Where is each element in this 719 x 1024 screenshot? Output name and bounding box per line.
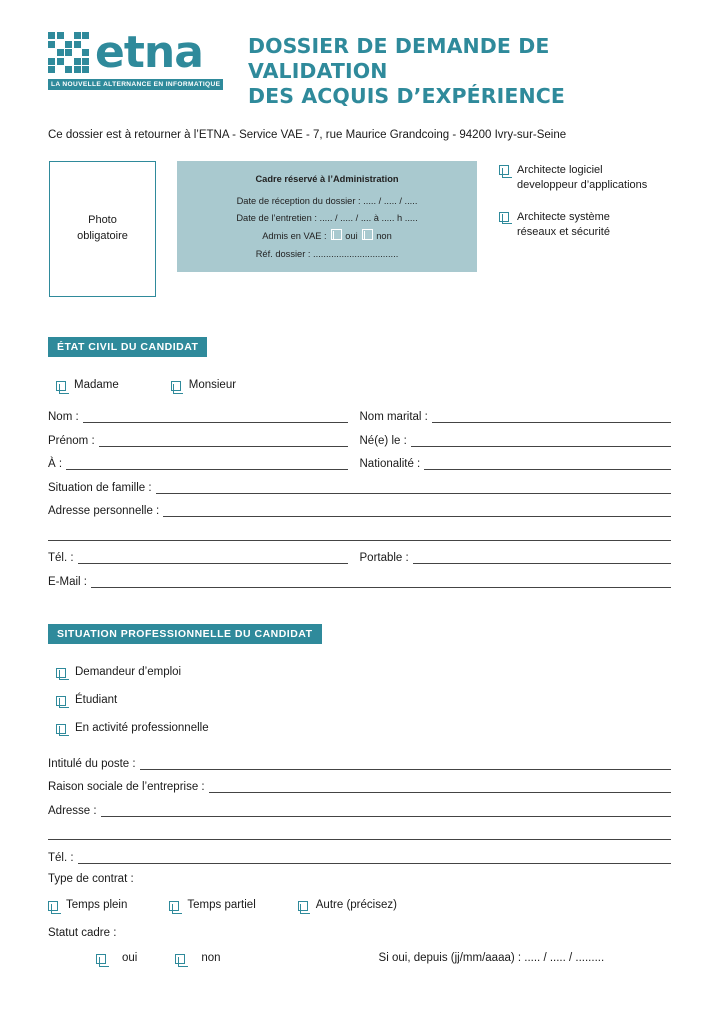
checkbox-autre-contrat[interactable] (298, 901, 308, 911)
logo-tagline: LA NOUVELLE ALTERNANCE EN INFORMATIQUE (48, 79, 223, 90)
label-activite-professionnelle: En activité professionnelle (75, 721, 209, 734)
checkbox-admis-non[interactable] (362, 229, 373, 240)
section-etat-civil (48, 337, 671, 588)
row-situation-famille (48, 480, 671, 494)
checkbox-architecte-systeme[interactable] (499, 212, 509, 222)
photo-label-line2: obligatoire (77, 230, 128, 242)
row-prenom (48, 433, 671, 447)
contract-type-row (48, 899, 671, 911)
document-title-line-1: DOSSIER DE DEMANDE DE VALIDATION (248, 34, 550, 83)
label-adresse-personnelle: Adresse personnelle : (48, 505, 160, 517)
admin-admitted-oui-label: oui (345, 230, 358, 241)
label-nom: Nom : (48, 411, 79, 423)
logo-wordmark: etna (95, 26, 203, 78)
photo-placeholder-box (49, 161, 156, 297)
row-email (48, 574, 671, 588)
admin-ref-dossier: Réf. dossier : ................................. (255, 248, 399, 259)
label-etudiant: Étudiant (75, 693, 118, 706)
section-heading-situation-pro: SITUATION PROFESSIONNELLE DU CANDIDAT (48, 624, 322, 644)
option-systeme-line1: Architecte système (517, 210, 610, 223)
checkbox-admis-oui[interactable] (331, 229, 342, 240)
checkbox-activite-professionnelle[interactable] (56, 724, 66, 734)
row-nom (48, 409, 671, 423)
label-madame: Madame (74, 379, 119, 391)
input-adresse-entreprise-2[interactable] (48, 826, 671, 840)
contract-option-temps-plein[interactable] (48, 899, 127, 911)
label-nom-marital: Nom marital : (359, 411, 428, 423)
pro-option-activite-professionnelle[interactable] (56, 722, 671, 734)
label-nationalite: Nationalité : (359, 458, 421, 470)
row-raison-sociale (48, 779, 671, 793)
label-intitule-poste: Intitulé du poste : (48, 757, 136, 770)
pro-fields (48, 756, 671, 864)
option-logiciel-line2: developpeur d’applications (517, 178, 648, 191)
admin-reserved-box (177, 161, 477, 272)
input-a[interactable] (66, 456, 347, 470)
statut-cadre-row (48, 952, 671, 964)
label-email: E-Mail : (48, 575, 87, 588)
label-prenom: Prénom : (48, 434, 95, 447)
top-row (48, 161, 671, 297)
label-raison-sociale: Raison sociale de l’entreprise : (48, 781, 205, 793)
row-adresse-entreprise-2 (48, 826, 671, 840)
return-instruction: Ce dossier est à retourner à l’ETNA - Service VAE - 7, rue Maurice Grandcoing - 94200 Ivry-sur-Seine (48, 129, 567, 141)
admin-interview-date: Date de l’entretien : ..... / ..... / .... à ..... h ..... (236, 213, 418, 224)
contract-option-temps-partiel[interactable] (169, 899, 255, 911)
label-statut-cadre: Statut cadre : (48, 927, 117, 939)
checkbox-monsieur[interactable] (171, 381, 181, 391)
document-title-line-2: DES ACQUIS D’EXPÉRIENCE (248, 84, 565, 108)
admin-admitted-row (187, 228, 467, 246)
checkbox-temps-plein[interactable] (48, 901, 58, 911)
input-adresse-entreprise[interactable] (101, 803, 671, 817)
checkbox-statut-non[interactable] (175, 954, 185, 964)
row-tel-entreprise (48, 850, 671, 864)
input-portable[interactable] (413, 550, 671, 564)
label-adresse-entreprise: Adresse : (48, 804, 97, 817)
label-tel: Tél. : (48, 552, 74, 564)
input-tel-entreprise[interactable] (78, 850, 671, 864)
admin-box-title: Cadre réservé à l’Administration (255, 174, 399, 184)
logo-grid-icon (48, 32, 89, 73)
input-prenom[interactable] (99, 433, 348, 447)
pro-option-etudiant[interactable] (56, 694, 671, 706)
label-autre-contrat: Autre (précisez) (315, 899, 397, 911)
header-title-block (248, 28, 671, 109)
input-ne-le[interactable] (411, 433, 671, 447)
label-depuis: Si oui, depuis (jj/mm/aaaa) : ..... / ..... / ......... (378, 952, 605, 964)
input-adresse-personnelle[interactable] (163, 503, 671, 517)
checkbox-madame[interactable] (56, 381, 66, 391)
label-statut-oui: oui (122, 952, 138, 964)
option-architecte-logiciel[interactable] (499, 163, 647, 193)
logo-main (48, 26, 234, 78)
row-adresse-personnelle (48, 503, 671, 517)
label-temps-plein: Temps plein (66, 899, 128, 911)
label-portable: Portable : (359, 552, 409, 564)
input-email[interactable] (91, 574, 671, 588)
label-monsieur: Monsieur (188, 379, 237, 391)
statut-option-non[interactable] (175, 952, 220, 964)
checkbox-statut-oui[interactable] (96, 954, 106, 964)
program-options (499, 161, 647, 256)
photo-label-line1: Photo (88, 214, 117, 227)
checkbox-demandeur-emploi[interactable] (56, 668, 66, 678)
label-temps-partiel: Temps partiel (187, 899, 256, 911)
gender-option-monsieur[interactable] (171, 379, 236, 391)
section-situation-professionnelle (48, 624, 671, 965)
admin-reception-date: Date de réception du dossier : ..... / ..... / ..... (236, 195, 418, 206)
input-intitule-poste[interactable] (140, 756, 671, 770)
option-logiciel-line1: Architecte logiciel (517, 164, 603, 176)
admin-admitted-non-label: non (376, 230, 392, 241)
checkbox-etudiant[interactable] (56, 696, 66, 706)
label-a: À : (48, 458, 63, 470)
checkbox-architecte-logiciel[interactable] (499, 165, 509, 175)
gender-option-madame[interactable] (56, 379, 119, 391)
input-nationalite[interactable] (424, 456, 671, 470)
label-ne-le: Né(e) le : (359, 434, 407, 447)
input-adresse-personnelle-2[interactable] (48, 527, 671, 541)
label-demandeur-emploi: Demandeur d’emploi (75, 665, 182, 678)
input-situation-famille[interactable] (156, 480, 671, 494)
row-a-nationalite (48, 456, 671, 470)
option-systeme-line2: réseaux et sécurité (517, 225, 610, 238)
admin-admitted-label: Admis en VAE : (262, 230, 327, 241)
contract-option-autre[interactable] (298, 899, 397, 911)
checkbox-temps-partiel[interactable] (169, 901, 179, 911)
gender-row (56, 379, 671, 391)
input-raison-sociale[interactable] (209, 779, 671, 793)
row-tel-portable (48, 550, 671, 564)
label-statut-non: non (201, 952, 221, 964)
etna-logo (48, 28, 234, 91)
document-header (48, 28, 671, 109)
section-heading-etat-civil: ÉTAT CIVIL DU CANDIDAT (48, 337, 207, 357)
option-architecte-systeme[interactable] (499, 210, 647, 240)
input-nom[interactable] (83, 409, 348, 423)
etat-civil-fields (48, 409, 671, 588)
input-tel[interactable] (78, 550, 348, 564)
label-situation-famille: Situation de famille : (48, 481, 152, 494)
pro-status-options (56, 666, 671, 734)
pro-option-demandeur-emploi[interactable] (56, 666, 671, 678)
row-adresse-entreprise (48, 803, 671, 817)
label-tel-entreprise: Tél. : (48, 851, 74, 864)
row-intitule-poste (48, 756, 671, 770)
statut-option-oui[interactable] (96, 952, 137, 964)
row-adresse-personnelle-2 (48, 527, 671, 541)
input-nom-marital[interactable] (432, 409, 671, 423)
label-type-contrat: Type de contrat : (48, 873, 134, 885)
